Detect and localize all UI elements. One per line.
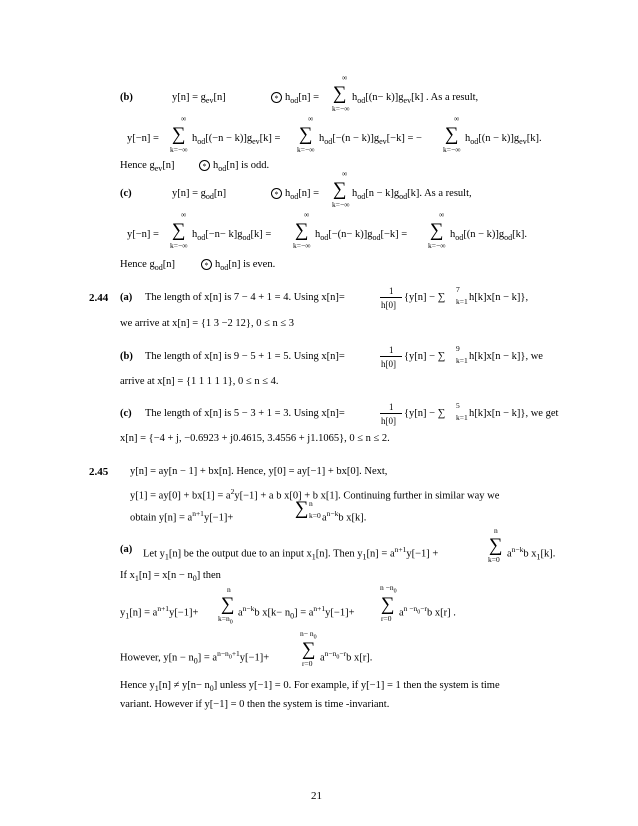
equation-line: $y[n] = g_{od}[n]$ <box>172 188 227 202</box>
equation-line: However, $y[n - n_0] = a^{n-n_0+1}y[-1]+$ <box>120 649 270 666</box>
equation-line: $h_{od}[(n - k)]g_{od}[k]$. <box>450 229 528 243</box>
summation-icon: ∑ <box>333 179 347 200</box>
part-label-a: (a) <box>120 292 133 303</box>
problem-text: Let $y_1[n]$ be the output due to an input $x_1[n]$. Then $y_1[n] = a^{n+1}y[-1]$ + <box>143 545 439 562</box>
summation-icon: ∑ <box>430 220 444 241</box>
conclusion-line: Hence $g_{ev}[n]$ <box>120 160 175 174</box>
sum-upper-limit: 5 <box>456 401 460 410</box>
sum-lower-limit: k=−∞ <box>297 145 315 154</box>
sum-lower-limit: r=0 <box>381 614 392 623</box>
summation-icon: ∑ <box>295 220 309 241</box>
sum-lower-limit: k=−∞ <box>332 200 350 209</box>
conclusion-line: $h_{od}[n]$ is even. <box>215 259 276 273</box>
equation-line: h[k]x[n − k]}, we <box>469 351 543 362</box>
sum-upper-limit: ∞ <box>454 114 460 123</box>
sum-upper-limit: ∞ <box>181 114 187 123</box>
circular-convolution-icon: * <box>271 188 282 199</box>
sum-upper-limit: ∞ <box>308 114 314 123</box>
equation-line: $h_{od}[(n - k)]g_{ev}[k]$. <box>465 133 542 147</box>
fraction-denominator: h[0] <box>381 359 396 369</box>
sum-lower-limit: k=0 <box>309 511 321 520</box>
summation-icon: ∑ <box>221 594 235 615</box>
equation-line: y[−n] = <box>127 229 159 240</box>
summation-icon: ∑ <box>172 220 186 241</box>
summation-icon: ∑ <box>299 124 313 145</box>
circular-convolution-icon: * <box>199 160 210 171</box>
problem-text: The length of x[n] is 5 − 3 + 1 = 3. Using x[n]= <box>145 408 345 419</box>
problem-text: obtain $y[n] = a^{n+1}y[-1]+$ <box>130 509 234 524</box>
fraction-numerator: 1 <box>389 402 394 412</box>
equation-line: $y[n] = g_{ev}[n]$ <box>172 92 226 106</box>
equation-line: $h_{od}[n]$ = <box>285 92 320 106</box>
equation-line: h[k]x[n − k]}, <box>469 292 529 303</box>
sum-upper-limit: ∞ <box>304 210 310 219</box>
fraction-numerator: 1 <box>389 286 394 296</box>
sum-upper-limit: ∞ <box>439 210 445 219</box>
circular-convolution-icon: * <box>271 92 282 103</box>
fraction-denominator: h[0] <box>381 300 396 310</box>
sum-lower-limit: k=−∞ <box>443 145 461 154</box>
problem-text: If $x_1[n] = x[n - n_0]$ then <box>120 570 221 584</box>
equation-line: $a^{n-k}b$ $x[k- n_0] = a^{n+1}y[-1]+$ <box>238 604 355 621</box>
equation-line: $h_{od}[(n- k)]g_{ev}[k]$ . As a result, <box>352 92 479 106</box>
sum-lower-limit: k=0 <box>488 555 500 564</box>
summation-icon: ∑ <box>333 83 347 104</box>
part-label-a: (a) <box>120 544 133 555</box>
problem-text: The length of x[n] is 7 − 4 + 1 = 4. Using x[n]= <box>145 292 345 303</box>
equation-line: h[k]x[n − k]}, we get <box>469 408 559 419</box>
sum-upper-limit: 7 <box>456 285 460 294</box>
sum-upper-limit: $n- n_0$ <box>300 629 317 641</box>
summation-icon: ∑ <box>445 124 459 145</box>
part-label-c: (c) <box>120 188 132 199</box>
sum-upper-limit: n <box>494 526 498 535</box>
problem-number: 2.45 <box>89 466 109 478</box>
part-label-c: (c) <box>120 408 132 419</box>
part-label-b: (b) <box>120 92 133 103</box>
sum-lower-limit: r=0 <box>302 659 313 668</box>
summation-icon: ∑ <box>302 639 316 660</box>
circular-convolution-icon: * <box>201 259 212 270</box>
equation-line: {y[n] − ∑ <box>404 408 446 419</box>
summation-icon: ∑ <box>295 498 309 519</box>
summation-icon: ∑ <box>381 594 395 615</box>
sum-lower-limit: $k=n_0$ <box>218 614 233 626</box>
equation-line: {y[n] − ∑ <box>404 351 446 362</box>
sum-lower-limit: k=−∞ <box>332 104 350 113</box>
sum-upper-limit: n <box>309 499 313 508</box>
conclusion-line: variant. However if y[−1] = 0 then the system is time -invariant. <box>120 699 390 710</box>
equation-line: $a^{n-n_0-r}b$ x[r]. <box>320 649 373 664</box>
page-number: 21 <box>311 790 322 802</box>
result-line: x[n] = {−4 + j, −0.6923 + j0.4615, 3.4556 + j1.1065}, 0 ≤ n ≤ 2. <box>120 433 390 444</box>
equation-line: $h_{od}[-(n- k)]g_{od}[-k]$ = <box>315 229 408 243</box>
result-line: we arrive at x[n] = {1 3 −2 12}, 0 ≤ n ≤ 3 <box>120 318 294 329</box>
problem-text: y[n] = ay[n − 1] + bx[n]. Hence, y[0] = ay[−1] + bx[0]. Next, <box>130 466 388 477</box>
summation-icon: ∑ <box>489 535 503 556</box>
sum-lower-limit: k=1 <box>456 356 468 365</box>
conclusion-line: Hence $y_1[n] \ne y[n- n_0]$ unless y[−1] = 0. For example, if y[−1] = 1 then the system is time <box>120 680 500 694</box>
sum-lower-limit: k=−∞ <box>293 241 311 250</box>
sum-upper-limit: ∞ <box>342 169 348 178</box>
equation-line: $y_1[n] = a^{n+1}y[-1]+$ <box>120 604 199 621</box>
sum-upper-limit: ∞ <box>181 210 187 219</box>
equation-line: {y[n] − ∑ <box>404 292 446 303</box>
fraction-bar <box>380 413 402 414</box>
result-line: arrive at x[n] = {1 1 1 1 1}, 0 ≤ n ≤ 4. <box>120 376 279 387</box>
summation-icon: ∑ <box>172 124 186 145</box>
problem-number: 2.44 <box>89 292 109 304</box>
equation-line: $a^{n -n_0-r}b$ x[r] . <box>399 604 456 619</box>
fraction-denominator: h[0] <box>381 416 396 426</box>
equation-line: $h_{od}[n]$ = <box>285 188 320 202</box>
sum-lower-limit: k=1 <box>456 413 468 422</box>
problem-text: $y[1] = ay[0] + bx[1] = a^2y[-1] + a$ b x[0] + b x[1]. Continuing further in similar way we <box>130 487 500 502</box>
equation-line: $h_{od}[(-n - k)]g_{ev}[k]$ = <box>192 133 281 147</box>
sum-upper-limit: $n -n_0$ <box>380 583 397 595</box>
part-label-b: (b) <box>120 351 133 362</box>
fraction-numerator: 1 <box>389 345 394 355</box>
sum-upper-limit: 9 <box>456 344 460 353</box>
equation-line: $h_{od}[n - k]g_{od}[k]$. As a result, <box>352 188 472 202</box>
conclusion-line: $h_{od}[n]$ is odd. <box>213 160 270 174</box>
problem-text: $a^{n-k}b$ x[k]. <box>322 509 367 524</box>
sum-lower-limit: k=−∞ <box>170 241 188 250</box>
fraction-bar <box>380 356 402 357</box>
sum-lower-limit: k=1 <box>456 297 468 306</box>
problem-text: The length of x[n] is 9 − 5 + 1 = 5. Using x[n]= <box>145 351 345 362</box>
sum-upper-limit: n <box>227 585 231 594</box>
equation-line: $h_{od}[-(n - k)]g_{ev}[-k]$ = − <box>319 133 422 147</box>
problem-text: $a^{n-k}b$ $x_1[k]$. <box>507 545 556 562</box>
sum-lower-limit: k=−∞ <box>428 241 446 250</box>
conclusion-line: Hence $g_{od}[n]$ <box>120 259 175 273</box>
equation-line: $h_{od}[-n- k]g_{od}[k]$ = <box>192 229 272 243</box>
sum-upper-limit: ∞ <box>342 73 348 82</box>
equation-line: y[−n] = <box>127 133 159 144</box>
fraction-bar <box>380 297 402 298</box>
sum-lower-limit: k=−∞ <box>170 145 188 154</box>
